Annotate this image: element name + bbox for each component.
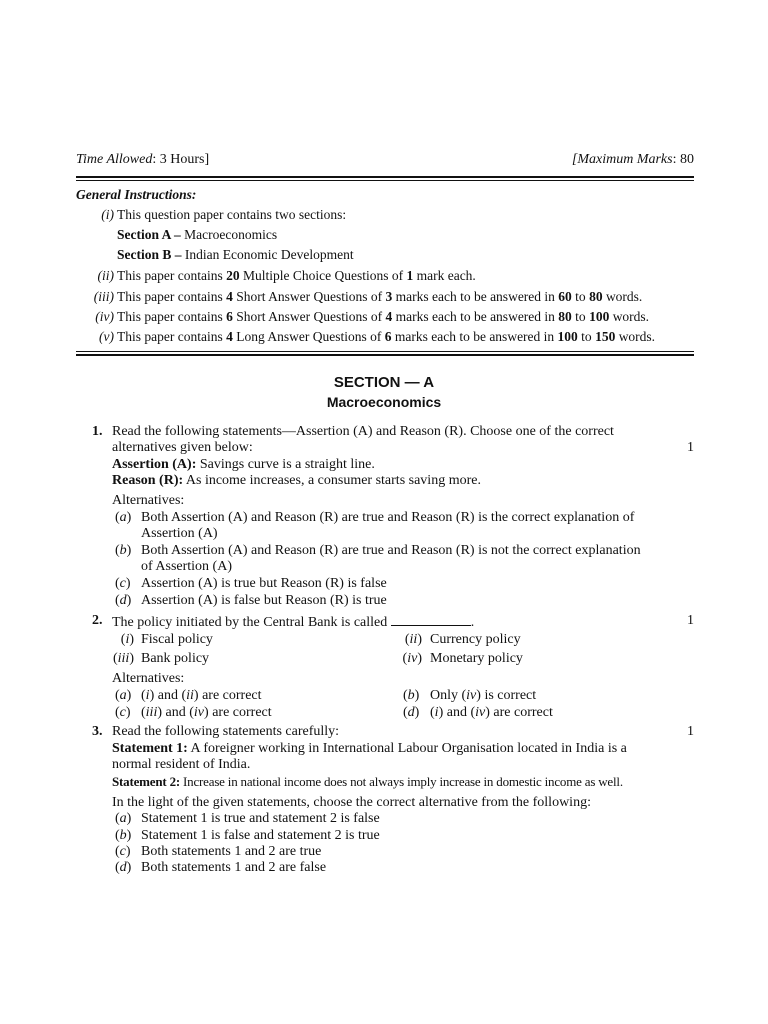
alternatives-title: Alternatives: (112, 493, 185, 508)
option-text: Assertion (A) is false but Reason (R) is true (141, 593, 387, 608)
option-text: Both statements 1 and 2 are true (141, 844, 322, 859)
choice-text: Currency policy (430, 632, 521, 647)
time-allowed (76, 152, 209, 168)
choice-text: Bank policy (141, 651, 210, 666)
option-key: (a) (115, 811, 132, 826)
question-prompt: In the light of the given statements, choose the correct alternative from the following: (112, 795, 591, 810)
option-text: Both Assertion (A) and Reason (R) are true and Reason (R) is the correct explanation of (141, 510, 635, 525)
section-b-line: Section B – Indian Economic Development (117, 247, 354, 262)
instruction-text: This paper contains 6 Short Answer Questions of 4 marks each to be answered in 80 to 100 words. (117, 309, 650, 324)
option-key: (c) (115, 576, 131, 591)
choice-key: (i) (120, 632, 134, 647)
choice-key: (iv) (402, 651, 422, 666)
statement-2: Statement 2: Increase in national income does not always imply increase in domestic income as well. (112, 774, 623, 789)
instruction-num: (ii) (97, 268, 114, 283)
question-text: Read the following statements—Assertion (A) and Reason (R). Choose one of the correct (112, 424, 614, 439)
assertion-line: Assertion (A): Savings curve is a straight line. (112, 457, 375, 472)
alternatives-title: Alternatives: (112, 671, 185, 686)
fill-in-blank[interactable] (391, 613, 471, 626)
question-text: The policy initiated by the Central Bank is called . (112, 615, 475, 630)
option-text: Assertion (A) is true but Reason (R) is false (141, 576, 387, 591)
option-key: (d) (115, 593, 132, 608)
instruction-num: (iv) (95, 309, 114, 324)
instructions-rule-top (76, 351, 694, 352)
question-number: 1. (92, 424, 103, 439)
option-key: (a) (115, 688, 132, 703)
question-number: 3. (92, 724, 103, 739)
section-subtitle: Macroeconomics (326, 394, 442, 410)
instruction-text: This paper contains 4 Short Answer Questions of 3 marks each to be answered in 60 to 80 words. (117, 289, 643, 304)
time-label: Time Allowed (76, 152, 153, 167)
option-key: (c) (115, 705, 131, 720)
question-mark: 1 (687, 613, 694, 628)
option-key: (a) (115, 510, 132, 525)
choice-key: (ii) (404, 632, 422, 647)
maximum-marks (572, 152, 694, 168)
option-text: Statement 1 is false and statement 2 is true (141, 828, 380, 843)
option-key: (d) (403, 705, 420, 720)
instruction-text: This question paper contains two sections: (117, 207, 347, 222)
time-value: : 3 Hours] (152, 152, 210, 167)
instruction-text: This paper contains 4 Long Answer Questions of 6 marks each to be answered in 100 to 150 words. (117, 329, 656, 344)
instruction-num: (i) (101, 207, 114, 222)
option-text: Both statements 1 and 2 are false (141, 860, 327, 875)
option-key: (d) (115, 860, 132, 875)
instruction-text: This paper contains 20 Multiple Choice Questions of 1 mark each. (117, 268, 476, 283)
question-number: 2. (92, 613, 103, 628)
option-text: Only (iv) is correct (430, 688, 537, 703)
choice-text: Fiscal policy (141, 632, 213, 647)
header-rule-top (76, 176, 694, 178)
option-key: (b) (403, 688, 420, 703)
option-key: (b) (115, 828, 132, 843)
question-mark: 1 (687, 724, 694, 739)
option-text: (i) and (iv) are correct (430, 705, 553, 720)
choice-text: Monetary policy (430, 651, 523, 666)
question-text: alternatives given below: (112, 440, 253, 455)
question-text: Read the following statements carefully: (112, 724, 340, 739)
option-text: of Assertion (A) (141, 559, 232, 574)
option-key: (c) (115, 844, 131, 859)
option-text: Both Assertion (A) and Reason (R) are true and Reason (R) is not the correct explanation (141, 543, 641, 558)
header-rule-bottom (76, 180, 694, 181)
section-a-line: Section A – Macroeconomics (117, 227, 278, 242)
marks-label: [Maximum Marks (571, 152, 673, 167)
marks-value: : 80 (672, 152, 694, 167)
instruction-num: (iii) (93, 289, 114, 304)
instructions-title: General Instructions: (76, 187, 197, 202)
reason-line: Reason (R): As income increases, a consumer starts saving more. (112, 473, 481, 488)
option-text: Statement 1 is true and statement 2 is false (141, 811, 380, 826)
option-text: (iii) and (iv) are correct (141, 705, 272, 720)
option-text: (i) and (ii) are correct (141, 688, 262, 703)
instruction-num: (v) (99, 329, 114, 344)
choice-key: (iii) (112, 651, 134, 666)
instructions-rule-bottom (76, 354, 694, 356)
question-mark: 1 (687, 440, 694, 455)
statement-1-cont: normal resident of India. (112, 757, 251, 772)
section-title: SECTION — A (333, 374, 435, 391)
statement-1: Statement 1: A foreigner working in International Labour Organisation located in India is a (112, 741, 627, 756)
option-key: (b) (115, 543, 132, 558)
option-text: Assertion (A) (141, 526, 218, 541)
